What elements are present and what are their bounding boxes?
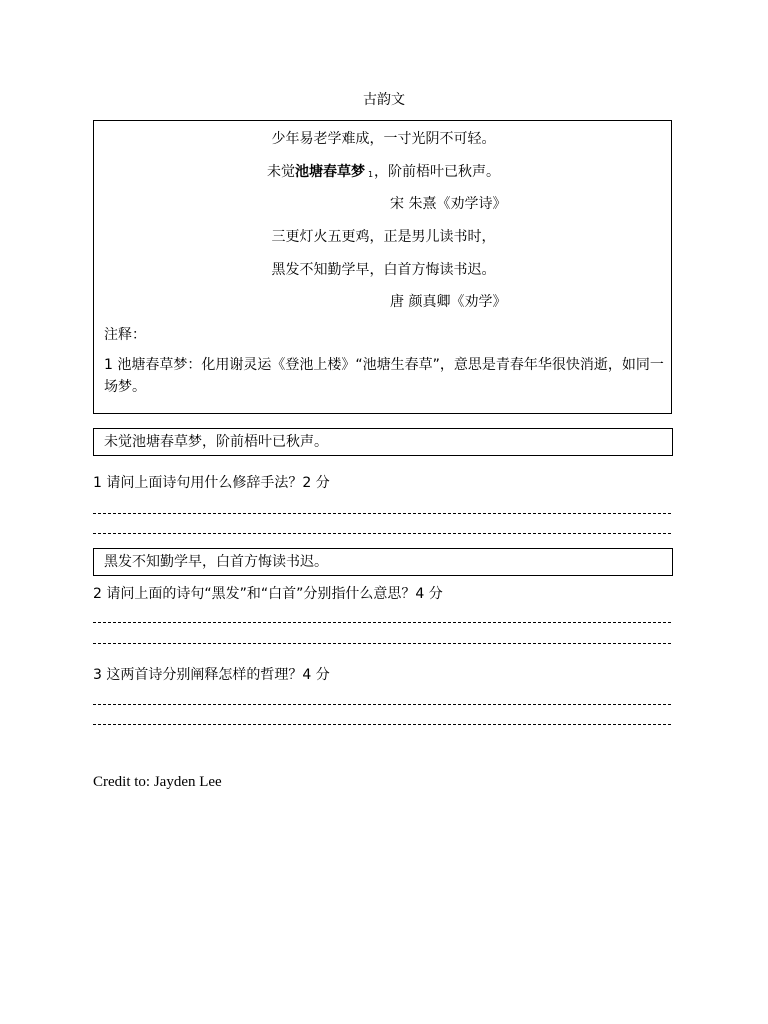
answer-line[interactable] (93, 643, 671, 644)
poem1-line2 (94, 161, 673, 181)
answer-line[interactable] (93, 533, 671, 534)
question-1: 1 请问上面诗句用什么修辞手法？2 分 (93, 475, 330, 491)
notes-label: 注释： (104, 327, 146, 343)
answer-line[interactable] (93, 622, 671, 623)
answer-line[interactable] (93, 704, 671, 705)
poem1-line2-bold: 池塘春草梦 (294, 164, 365, 180)
quote-box-1: 未觉池塘春草梦，阶前梧叶已秋声。 (93, 428, 673, 456)
credit-text: Credit to: Jayden Lee (93, 774, 222, 790)
poem1-line1: 少年易老学难成，一寸光阴不可轻。 (271, 131, 496, 147)
poem1-line2-post: ，阶前梧叶已秋声。 (374, 164, 501, 180)
page-title: 古韵文 (363, 92, 405, 108)
poem2-line1: 三更灯火五更鸡，正是男儿读书时， (271, 229, 496, 245)
poem1-author: 宋 朱熹《劝学诗》 (390, 196, 507, 212)
poem2-author: 唐 颜真卿《劝学》 (390, 294, 507, 310)
footnote-marker: 1 (367, 170, 374, 179)
question-3: 3 这两首诗分别阐释怎样的哲理？4 分 (93, 667, 330, 683)
poem2-line2: 黑发不知勤学早，白首方悔读书迟。 (271, 262, 496, 278)
notes-text: 1 池塘春草梦：化用谢灵运《登池上楼》“池塘生春草”，意思是青春年华很快消逝，如同一场梦。 (104, 357, 664, 395)
answer-line[interactable] (93, 724, 671, 725)
question-2: 2 请问上面的诗句“黑发”和“白首”分别指什么意思？4 分 (93, 586, 443, 602)
poem-box (93, 120, 672, 414)
poem1-line2-pre: 未觉 (266, 164, 295, 180)
quote-box-2: 黑发不知勤学早，白首方悔读书迟。 (93, 548, 673, 576)
answer-line[interactable] (93, 513, 671, 514)
